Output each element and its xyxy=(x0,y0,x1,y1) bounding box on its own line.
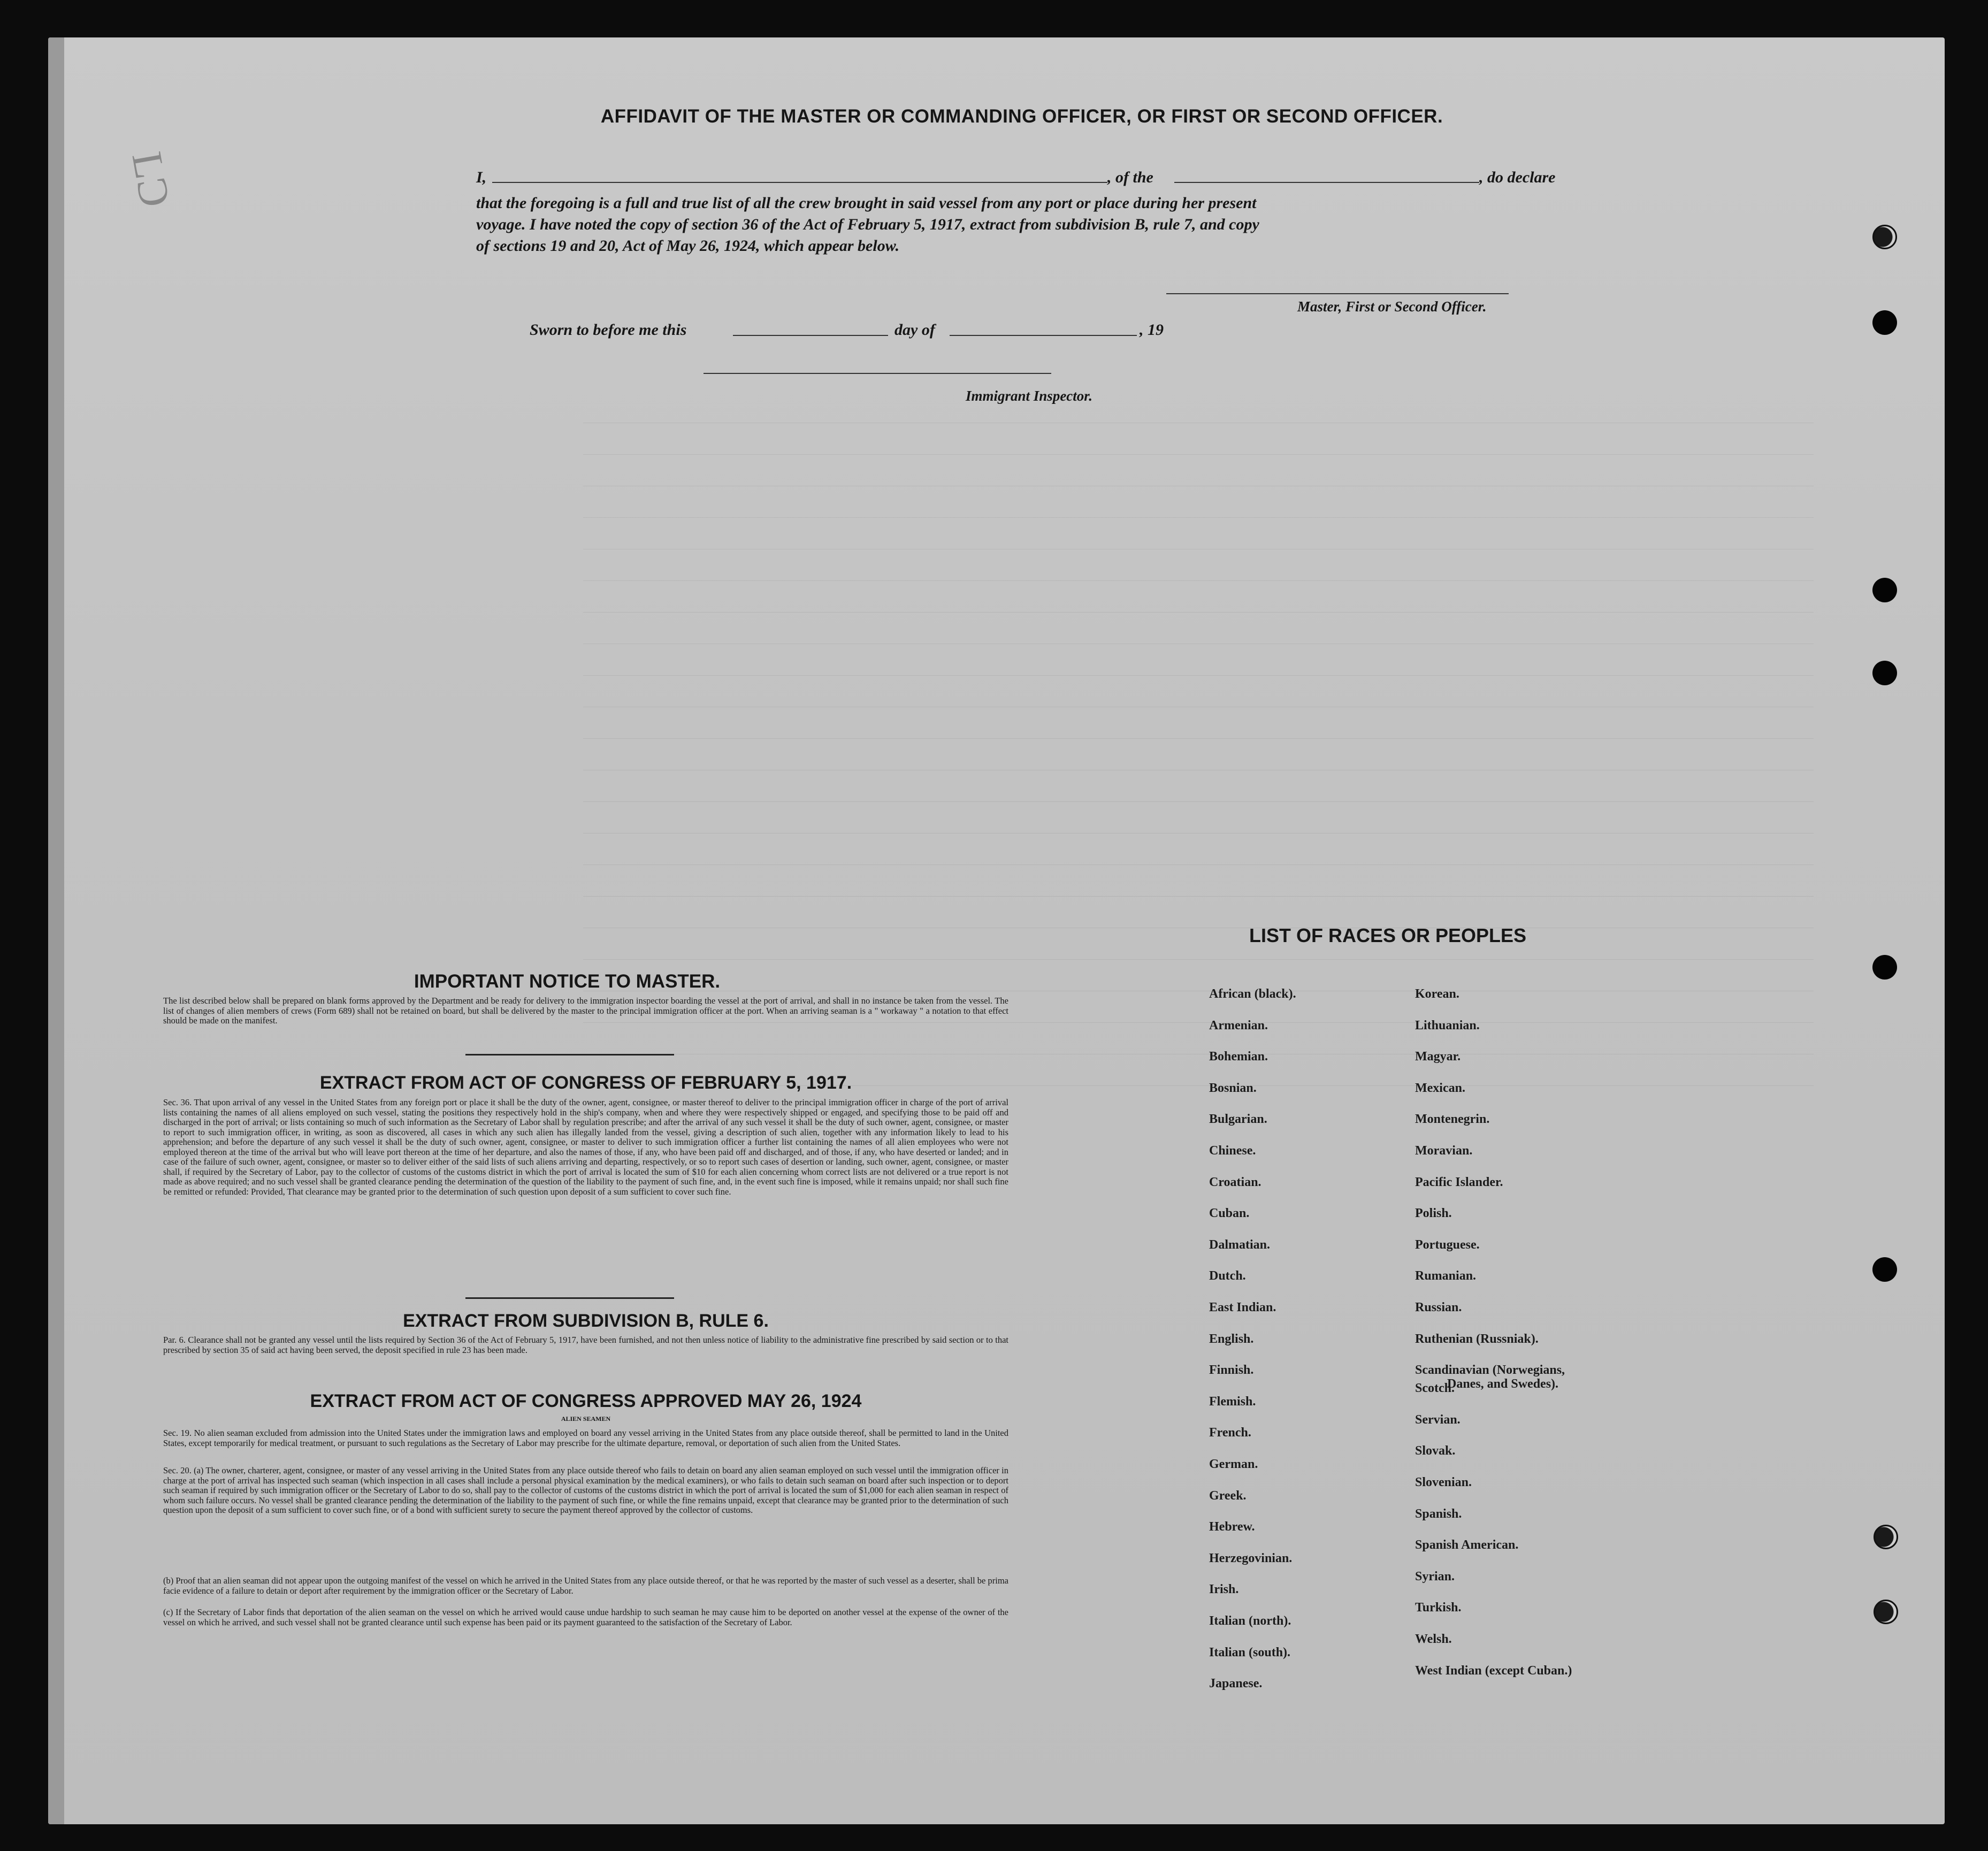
race-item: English. xyxy=(1209,1332,1254,1346)
bleed-through-row xyxy=(583,848,1814,865)
notice-title: IMPORTANT NOTICE TO MASTER. xyxy=(414,971,721,992)
affidavit-body-line-2: voyage. I have noted the copy of section 36 of the Act of February 5, 1917, extract from subdivision B, rule 7, and copy xyxy=(476,216,1259,233)
bleed-through-row xyxy=(583,691,1814,707)
bleed-through-row xyxy=(583,596,1814,613)
extract-1924-subtitle: ALIEN SEAMEN xyxy=(561,1415,611,1422)
race-item: East Indian. xyxy=(1209,1301,1276,1314)
bleed-through-row xyxy=(583,659,1814,676)
race-item: Spanish. xyxy=(1415,1506,1462,1521)
affidavit-of-the-label: , of the xyxy=(1107,169,1153,186)
race-item: Russian. xyxy=(1415,1301,1462,1314)
bleed-through-row xyxy=(583,754,1814,770)
punch-hole xyxy=(1872,578,1897,602)
race-item: Syrian. xyxy=(1415,1569,1455,1584)
race-item: Magyar. xyxy=(1415,1050,1461,1064)
bleed-through-row xyxy=(583,533,1814,549)
bleed-through-row xyxy=(583,470,1814,486)
name-blank-line xyxy=(492,182,1107,183)
race-item: African (black). xyxy=(1209,987,1296,1001)
affidavit-body-line-3: of sections 19 and 20, Act of May 26, 1924, which appear below. xyxy=(476,237,900,255)
punch-hole xyxy=(1872,1257,1897,1282)
race-item: Armenian. xyxy=(1209,1018,1268,1032)
race-item: Italian (south). xyxy=(1209,1645,1291,1659)
race-item: French. xyxy=(1209,1426,1251,1440)
bleed-through-row xyxy=(583,817,1814,833)
race-item: Korean. xyxy=(1415,987,1459,1001)
race-item: Italian (north). xyxy=(1209,1614,1291,1628)
race-item: Pacific Islander. xyxy=(1415,1175,1503,1189)
race-item: Flemish. xyxy=(1209,1394,1256,1409)
bleed-through-row xyxy=(583,785,1814,802)
notice-text: The list described below shall be prepared on blank forms approved by the Department and be ready for delivery to the immigration inspector boarding the vessel at the port of arrival, and shall in no instance be taken from the vessel. The list of changes of alien members of crews (Form 689) shall not be retained on board, but shall be delivered by the master to the principal immigration officer at the port. When an arriving seaman is a " workaway " a notation to that effect should be made on the manifest. xyxy=(163,996,1008,1026)
race-item: Welsh. xyxy=(1415,1632,1452,1646)
extract-1917-title: EXTRACT FROM ACT OF CONGRESS OF FEBRUARY 5, 1917. xyxy=(319,1073,852,1093)
race-item: Portuguese. xyxy=(1415,1237,1480,1252)
race-item: Scandinavian (Norwegians, xyxy=(1415,1363,1565,1378)
race-item: Herzegovinian. xyxy=(1209,1551,1293,1565)
race-item: Scotch. xyxy=(1415,1381,1455,1396)
race-item: Slovak. xyxy=(1415,1444,1456,1458)
extract-1924-sec20a: Sec. 20. (a) The owner, charterer, agent, consignee, or master of any vessel arriving in the United States from any place outside thereof who fails to detain on board any alien seaman employed on such vessel until the immigration officer in charge at the port of arrival has inspected such seaman (which inspection in all cases shall include a personal physical examination by the medical examiners), or who fails to detain such seaman on board after such inspection or to deport such seaman if required by such immigration officer or the Secretary of Labor to do so, shall pay to the collector of customs of the customs district in which the port of arrival is located the sum of $1,000 for each alien seaman in respect of whom such failure occurs. No vessel shall be granted clearance pending the determination of the liability to the payment of such fine, or while the fine remains unpaid, except that clearance may be granted prior to the determination of such question upon the deposit of a sum sufficient to cover such fine, or of a bond with sufficient surety to secure the payment thereof approved by the collector of customs. xyxy=(163,1465,1008,1515)
race-item: Danes, and Swedes). xyxy=(1447,1377,1559,1391)
extract-1924-sec19: Sec. 19. No alien seaman excluded from admission into the United States under the immigration laws and employed on board any vessel arriving in the United States from any place outside thereof, shall be permitted to land in the United States, except temporarily for medical treatment, or pursuant to such regulations as the Secretary of Labor may prescribe for the ultimate departure, removal, or deportation of such alien from the United States. xyxy=(163,1428,1008,1448)
race-item: Turkish. xyxy=(1415,1601,1462,1615)
sworn-month-blank-line xyxy=(950,335,1137,336)
race-item: Bosnian. xyxy=(1209,1081,1257,1095)
race-item: Mexican. xyxy=(1415,1081,1465,1095)
race-item: Finnish. xyxy=(1209,1363,1254,1378)
race-item: Japanese. xyxy=(1209,1677,1263,1691)
punch-hole xyxy=(1874,1525,1898,1549)
extract-1924-sec20c: (c) If the Secretary of Labor finds that deportation of the alien seaman on the vessel on which he arrived would cause undue hardship to such seaman he may cause him to be deported on another vessel at the expense of the owner of the vessel on which he arrived, and such vessel shall not be granted clearance until such expense has been paid or its payment guaranteed to the satisfaction of the Secretary of Labor. xyxy=(163,1607,1008,1627)
race-item: Irish. xyxy=(1209,1582,1239,1597)
bleed-through-row xyxy=(583,564,1814,581)
sworn-label: Sworn to before me this xyxy=(530,321,687,339)
race-item: Croatian. xyxy=(1209,1175,1261,1189)
bleed-through-row xyxy=(583,407,1814,423)
page-edge-shadow xyxy=(48,37,64,1824)
race-item: Ruthenian (Russniak). xyxy=(1415,1332,1539,1346)
race-item: German. xyxy=(1209,1457,1258,1471)
race-item: Rumanian. xyxy=(1415,1269,1477,1283)
race-item: Greek. xyxy=(1209,1488,1247,1503)
master-signature-line xyxy=(1166,293,1509,294)
race-item: Montenegrin. xyxy=(1415,1112,1490,1127)
affidavit-title: AFFIDAVIT OF THE MASTER OR COMMANDING OFFICER, OR FIRST OR SECOND OFFICER. xyxy=(600,106,1443,127)
race-item: Slovenian. xyxy=(1415,1475,1472,1489)
race-item: Chinese. xyxy=(1209,1144,1256,1158)
punch-hole xyxy=(1872,310,1897,335)
race-item: Dutch. xyxy=(1209,1269,1246,1283)
punch-hole xyxy=(1874,1600,1898,1624)
section-divider xyxy=(465,1297,674,1299)
affidavit-body-line-1: that the foregoing is a full and true list of all the crew brought in said vessel from any port or place during her present xyxy=(476,194,1257,212)
affidavit-declare-label: , do declare xyxy=(1479,169,1556,186)
bleed-through-row xyxy=(583,722,1814,739)
race-item: Hebrew. xyxy=(1209,1520,1255,1534)
extract-1917-text: Sec. 36. That upon arrival of any vessel in the United States from any foreign port or place it shall be the duty of the owner, agent, consignee, or master thereof to deliver to the principal immigration officer in charge of the port of arrival lists containing the names of all aliens employed on such vessel, stating the positions they respectively hold in the ship's company, when and where they were respectively shipped or engaged, and specifying those to be paid off and discharged in the port of arrival; or lists containing so much of such information as the Secretary of Labor shall by regulation prescribe; and after the arrival of any such vessel it shall be the duty of such owner, agent, consignee, or master to report to such immigration officer, in writing, as soon as discovered, all cases in which any such alien has illegally landed from the vessel, giving a description of such alien, together with any information likely to lead to his apprehension; and before the departure of any such vessel it shall be the duty of such owner, agent, consignee, or master to deliver to such immigration officer a further list containing the names of all alien employees who were not employed thereon at the time of the arrival but who will leave port thereon at the time of her departure, and also the names of those, if any, who have been paid off and discharged, and of those, if any, who have deserted or landed; and in case of the failure of such owner, agent, consignee, or master so to deliver either of the said lists of such aliens arriving and departing, respectively, or so to report such cases of desertion or landing, such owner, agent, consignee, or master shall, if required by the Secretary of Labor, pay to the collector of customs of the customs district in which the port of arrival is located the sum of $10 for each alien concerning whom correct lists are not delivered or a true report is not made as above required; and no such vessel shall be granted clearance pending the determination of the question of the liability to the payment of such fine, and, in the event such fine is imposed, while it remains unpaid; nor shall such fine be remitted or refunded: Provided, That clearance may be granted prior to the determination of such question upon deposit of a sum sufficient to cover such fine. xyxy=(163,1097,1008,1197)
inspector-caption: Immigrant Inspector. xyxy=(966,388,1093,404)
race-item: Servian. xyxy=(1415,1412,1461,1427)
race-item: Lithuanian. xyxy=(1415,1018,1480,1032)
year-label: , 19 xyxy=(1140,321,1164,339)
race-item: Polish. xyxy=(1415,1206,1452,1221)
punch-hole xyxy=(1872,661,1897,685)
bleed-through-row xyxy=(583,628,1814,644)
section-divider xyxy=(465,1054,674,1055)
day-of-label: day of xyxy=(894,321,935,339)
extract-1924-title: EXTRACT FROM ACT OF CONGRESS APPROVED MAY 26, 1924 xyxy=(310,1391,862,1411)
bleed-through-row xyxy=(583,501,1814,518)
race-item: Bulgarian. xyxy=(1209,1112,1267,1127)
document-page xyxy=(48,37,1945,1824)
master-caption: Master, First or Second Officer. xyxy=(1297,299,1487,315)
subdivision-b-text: Par. 6. Clearance shall not be granted any vessel until the lists required by Section 36 of the Act of February 5, 1917, have been furnished, and not then unless notice of liability to the administrative fine prescribed by said section or to that prescribed by section 35 of said act having been served, the deposit specified in rule 23 has been made. xyxy=(163,1335,1008,1355)
race-item: Moravian. xyxy=(1415,1144,1473,1158)
punch-hole xyxy=(1872,955,1897,980)
affidavit-i-label: I, xyxy=(476,169,487,186)
vessel-blank-line xyxy=(1174,182,1479,183)
bleed-through-row xyxy=(583,1038,1814,1054)
bleed-through-row xyxy=(583,880,1814,897)
race-item: Bohemian. xyxy=(1209,1050,1268,1064)
punch-hole xyxy=(1872,225,1897,249)
inspector-signature-line xyxy=(704,373,1051,374)
race-item: Dalmatian. xyxy=(1209,1237,1270,1252)
race-item: Spanish American. xyxy=(1415,1538,1519,1552)
race-item: West Indian (except Cuban.) xyxy=(1415,1663,1572,1678)
bleed-through-row xyxy=(583,438,1814,455)
race-item: Cuban. xyxy=(1209,1206,1250,1221)
races-title: LIST OF RACES OR PEOPLES xyxy=(1249,924,1527,946)
subdivision-b-title: EXTRACT FROM SUBDIVISION B, RULE 6. xyxy=(403,1311,769,1331)
handwritten-mark: LƆ xyxy=(123,148,179,211)
extract-1924-sec20b: (b) Proof that an alien seaman did not appear upon the outgoing manifest of the vessel on which he arrived in the United States from any place outside thereof, or that he was reported by the master of such vessel as a deserter, shall be prima facie evidence of a failure to detain or deport after requirement by the immigration officer or the Secretary of Labor. xyxy=(163,1575,1008,1596)
sworn-day-blank-line xyxy=(733,335,888,336)
